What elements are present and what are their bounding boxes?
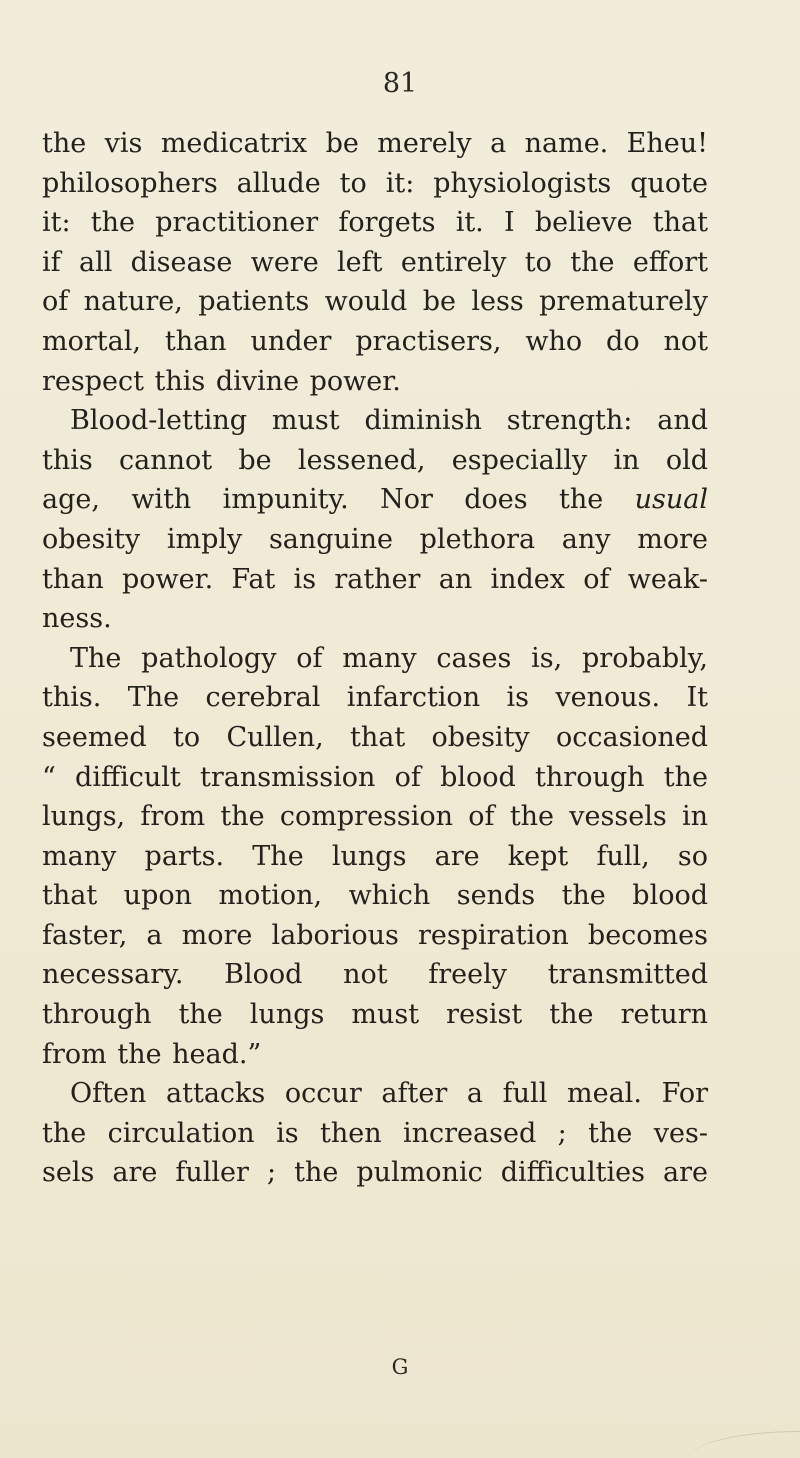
text-line bbox=[42, 164, 708, 204]
text-line bbox=[42, 916, 708, 956]
text-line bbox=[42, 1074, 708, 1114]
scan-edge-shadow bbox=[690, 1431, 800, 1458]
line-text: through the lungs must resist the return bbox=[42, 999, 708, 1031]
text-line bbox=[42, 203, 708, 243]
text-line bbox=[42, 480, 708, 520]
text-line bbox=[42, 995, 708, 1035]
text-line bbox=[42, 718, 708, 758]
text-line bbox=[42, 639, 708, 679]
text-line bbox=[42, 124, 708, 164]
line-text: of nature, patients would be less prematurely bbox=[42, 286, 708, 318]
line-text: Blood-letting must diminish strength: and bbox=[70, 405, 708, 437]
line-text: age, with impunity. Nor does the bbox=[42, 484, 635, 516]
line-text: from the head.” bbox=[42, 1038, 262, 1070]
line-text: faster, a more laborious respiration becomes bbox=[42, 919, 708, 951]
text-line bbox=[42, 1153, 708, 1193]
line-text: obesity imply sanguine plethora any more bbox=[42, 523, 708, 555]
text-line bbox=[42, 441, 708, 481]
line-text: seemed to Cullen, that obesity occasioned bbox=[42, 721, 708, 753]
line-text: Often attacks occur after a full meal. For bbox=[70, 1078, 708, 1110]
text-line bbox=[42, 758, 708, 798]
text-line bbox=[42, 243, 708, 283]
line-text: mortal, than under practisers, who do not bbox=[42, 325, 708, 357]
italic-word: usual bbox=[634, 484, 708, 516]
text-line bbox=[42, 401, 708, 441]
text-line bbox=[42, 1114, 708, 1154]
line-text: the circulation is then increased ; the ves- bbox=[42, 1117, 708, 1149]
page-number: 81 bbox=[382, 68, 418, 99]
line-text: respect this divine power. bbox=[42, 365, 401, 397]
text-line bbox=[42, 1035, 708, 1075]
body-text bbox=[42, 124, 708, 1193]
line-text: the vis medicatrix be merely a name. Eheu! bbox=[42, 128, 708, 159]
text-line bbox=[42, 837, 708, 877]
text-line bbox=[42, 520, 708, 560]
text-line bbox=[42, 282, 708, 322]
line-text: that upon motion, which sends the blood bbox=[42, 880, 708, 912]
text-line bbox=[42, 322, 708, 362]
line-text: lungs, from the compression of the vessels in bbox=[42, 801, 708, 833]
text-line bbox=[42, 678, 708, 718]
text-line bbox=[42, 955, 708, 995]
text-line bbox=[42, 362, 708, 402]
line-text: if all disease were left entirely to the effort bbox=[42, 246, 708, 278]
signature-mark: G bbox=[391, 1355, 409, 1379]
line-text: philosophers allude to it: physiologists quote bbox=[42, 167, 708, 199]
text-line bbox=[42, 560, 708, 600]
line-text: sels are fuller ; the pulmonic difficulties are bbox=[42, 1157, 708, 1189]
line-text: many parts. The lungs are kept full, so bbox=[42, 840, 708, 872]
text-line bbox=[42, 599, 708, 639]
line-text: it: the practitioner forgets it. I believe that bbox=[42, 207, 708, 239]
line-text: ness. bbox=[42, 603, 112, 635]
line-text: necessary. Blood not freely transmitted bbox=[42, 959, 708, 991]
text-line bbox=[42, 797, 708, 837]
line-text: The pathology of many cases is, probably, bbox=[70, 642, 708, 674]
line-text: this. The cerebral infarction is venous. It bbox=[42, 682, 708, 714]
line-text: “ difficult transmission of blood through the bbox=[42, 761, 708, 793]
line-text: than power. Fat is rather an index of weak- bbox=[42, 563, 708, 595]
line-text: this cannot be lessened, especially in old bbox=[42, 444, 708, 476]
text-line bbox=[42, 876, 708, 916]
